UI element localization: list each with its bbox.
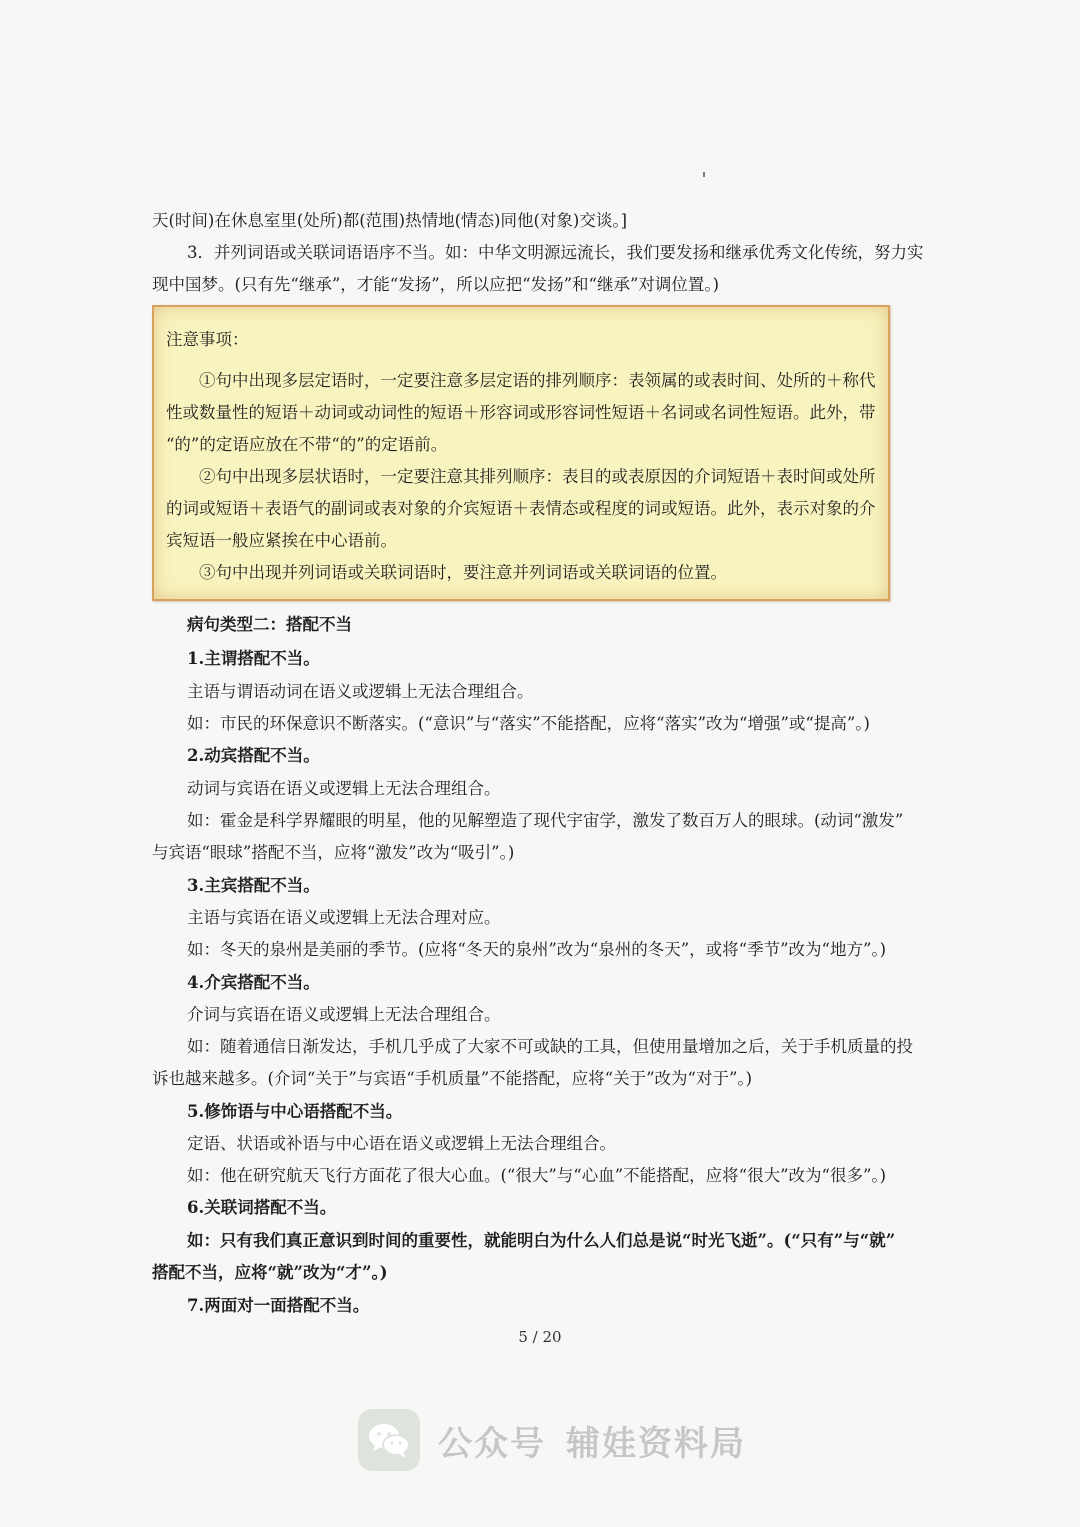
subheading: 4.介宾搭配不当。 xyxy=(187,973,320,992)
subheading: 7.两面对一面搭配不当。 xyxy=(187,1296,370,1315)
text-line: 3．并列词语或关联词语语序不当。如：中华文明源远流长，我们要发扬和继承优秀文化传统，努力实 xyxy=(187,243,924,262)
scan-mark xyxy=(703,172,705,177)
text-line: 如：霍金是科学界耀眼的明星，他的见解塑造了现代宇宙学，激发了数百万人的眼球。(动词“激发” xyxy=(187,811,904,830)
watermark-name: 辅娃资料局 xyxy=(566,1423,746,1464)
subheading: 5.修饰语与中心语搭配不当。 xyxy=(187,1102,403,1121)
text-line: 如：冬天的泉州是美丽的季节。(应将“冬天的泉州”改为“泉州的冬天”，或将“季节”改为“地方”。) xyxy=(187,940,887,959)
watermark-label: 公众号 xyxy=(438,1423,546,1464)
wechat-icon xyxy=(358,1409,420,1471)
text-line: 介词与宾语在语义或逻辑上无法合理组合。 xyxy=(187,1005,501,1024)
notice-line: “的”的定语应放在不带“的”的定语前。 xyxy=(166,435,448,454)
text-line: 如：市民的环保意识不断落实。(“意识”与“落实”不能搭配，应将“落实”改为“增强”或“提高”。) xyxy=(187,714,870,733)
notice-line: ③句中出现并列词语或关联词语时，要注意并列词语或关联词语的位置。 xyxy=(199,563,727,582)
notice-box xyxy=(152,305,890,601)
text-line: 动词与宾语在语义或逻辑上无法合理组合。 xyxy=(187,779,501,798)
text-line: 主语与宾语在语义或逻辑上无法合理对应。 xyxy=(187,908,501,927)
page-number: 5 / 20 xyxy=(518,1328,562,1346)
text-line: 定语、状语或补语与中心语在语义或逻辑上无法合理组合。 xyxy=(187,1134,616,1153)
text-line: 现中国梦。(只有先“继承”，才能“发扬”，所以应把“发扬”和“继承”对调位置。) xyxy=(152,275,720,294)
text-line: 如：只有我们真正意识到时间的重要性，就能明白为什么人们总是说“时光飞逝”。(“只有”与“就” xyxy=(187,1231,896,1250)
notice-line: 宾短语一般应紧挨在中心语前。 xyxy=(166,531,397,550)
notice-line: ②句中出现多层状语时，一定要注意其排列顺序：表目的或表原因的介词短语＋表时间或处所 xyxy=(199,467,876,486)
notice-line: ①句中出现多层定语时，一定要注意多层定语的排列顺序：表领属的或表时间、处所的＋称代 xyxy=(199,371,876,390)
text-line: 与宾语“眼球”搭配不当，应将“激发”改为“吸引”。) xyxy=(152,843,515,862)
section-heading: 病句类型二：搭配不当 xyxy=(187,615,352,634)
subheading: 6.关联词搭配不当。 xyxy=(187,1198,337,1217)
subheading: 2.动宾搭配不当。 xyxy=(187,746,320,765)
notice-line: 的词或短语＋表语气的副词或表对象的介宾短语＋表情态或程度的词或短语。此外，表示对象的介 xyxy=(166,499,876,518)
notice-line: 性或数量性的短语＋动词或动词性的短语＋形容词或形容词性短语＋名词或名词性短语。此外，带 xyxy=(166,403,876,422)
subheading: 3.主宾搭配不当。 xyxy=(187,876,320,895)
text-line: 搭配不当，应将“就”改为“才”。) xyxy=(152,1263,388,1282)
text-line: 天(时间)在休息室里(处所)都(范围)热情地(情态)同他(对象)交谈。] xyxy=(152,211,628,230)
subheading: 1.主谓搭配不当。 xyxy=(187,649,320,668)
notice-title: 注意事项： xyxy=(166,330,249,349)
text-line: 如：随着通信日渐发达，手机几乎成了大家不可或缺的工具，但使用量增加之后，关于手机质量的投 xyxy=(187,1037,913,1056)
watermark-text xyxy=(438,1416,746,1465)
text-line: 如：他在研究航天飞行方面花了很大心血。(“很大”与“心血”不能搭配，应将“很大”改为“很多”。) xyxy=(187,1166,887,1185)
watermark xyxy=(358,1408,746,1472)
text-line: 诉也越来越多。(介词“关于”与宾语“手机质量”不能搭配，应将“关于”改为“对于”。) xyxy=(152,1069,753,1088)
text-line: 主语与谓语动词在语义或逻辑上无法合理组合。 xyxy=(187,682,534,701)
